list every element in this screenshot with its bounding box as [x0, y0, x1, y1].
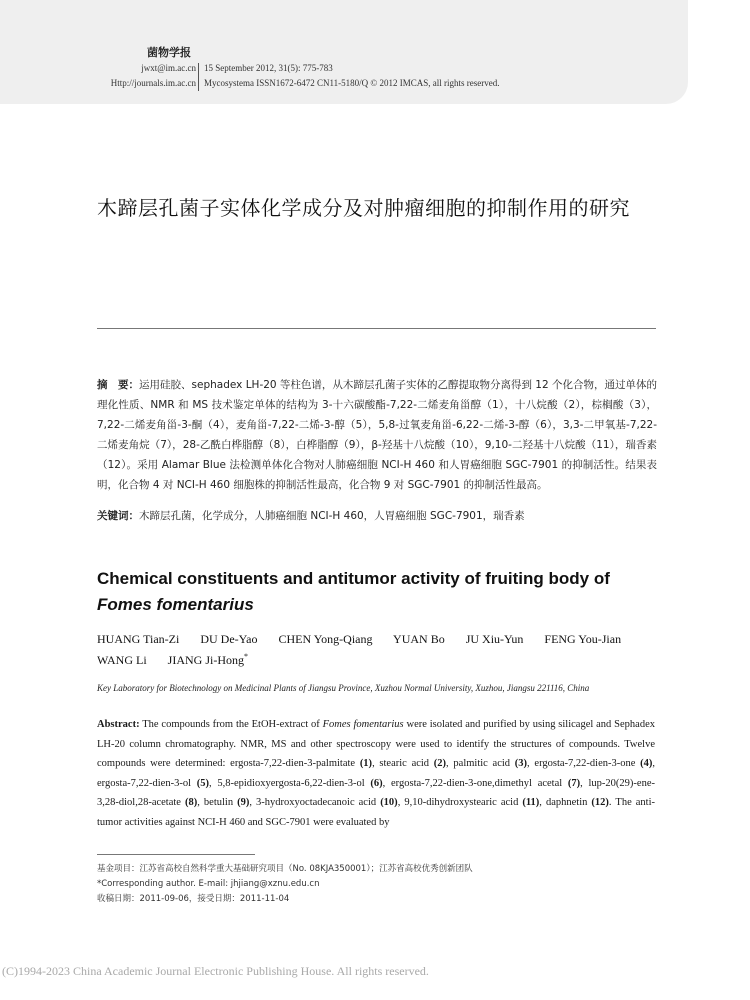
abstract-text: , daphnetin: [539, 797, 592, 809]
author: DU De-Yao: [200, 632, 258, 646]
journal-email[interactable]: jwxt@im.ac.cn: [141, 63, 196, 73]
author: YUAN Bo: [393, 632, 445, 646]
abstract-text: were isolated and purified by using silicagel and Sephadex LH-20 column chromatography. NMR, MS and other spectroscopy were used to identify the structures of compounds. Twelve compounds were determined: ergosta-7,22-dien-3-palmitate: [97, 719, 655, 770]
abstract-text: , ergosta-7,22-dien-3-one: [527, 758, 641, 770]
header-divider: [198, 63, 199, 91]
paper-title-cn: 木蹄层孔菌子实体化学成分及对肿瘤细胞的抑制作用的研究: [97, 196, 630, 220]
funding-note: 基金项目：江苏省高校自然科学重大基础研究项目（No. 08KJA350001）；江苏省高校优秀创新团队: [97, 864, 473, 874]
abstract-text: , ergosta-7,22-dien-3-one,dimethyl acetal: [382, 777, 568, 789]
corresponding-author-mark: *: [244, 652, 249, 661]
compound-number: (7): [567, 777, 581, 789]
paper-title-en: [97, 566, 667, 618]
issn-line: Mycosystema ISSN1672-6472 CN11-5180/Q © 2012 IMCAS, all rights reserved.: [204, 78, 500, 88]
compound-number: (3): [514, 758, 528, 770]
footnote-rule: [97, 854, 255, 855]
abstract-text: , palmitic acid: [446, 758, 515, 770]
title-en-main: Chemical constituents and antitumor activity of fruiting body of: [97, 569, 610, 588]
compound-number: (12): [591, 797, 609, 809]
abstract-text: . The anti-tumor activities against NCI-H 460 and SGC-7901 were evaluated by: [97, 797, 656, 828]
compound-number: (1): [359, 758, 373, 770]
affiliation: Key Laboratory for Biotechnology on Medicinal Plants of Jiangsu Province, Xuzhou Normal University, Xuzhou, Jiangsu 221116, China: [97, 683, 590, 693]
abstract-text: The compounds from the EtOH-extract of: [139, 719, 323, 730]
keywords-cn: [97, 507, 657, 525]
abstract-text: , lup-20(29)-ene-3,28-diol,28-acetate: [97, 777, 655, 809]
author: JU Xiu-Yun: [465, 632, 524, 646]
compound-number: (6): [370, 777, 383, 789]
title-en-species: Fomes fomentarius: [97, 595, 254, 614]
journal-url[interactable]: Http://journals.im.ac.cn: [110, 78, 196, 88]
journal-contact: [111, 61, 196, 91]
author: CHEN Yong-Qiang: [278, 632, 373, 646]
abstract-cn: [97, 375, 657, 495]
abstract-text: , 3-hydroxyoctadecanoic acid: [249, 797, 381, 809]
compound-number: (8): [185, 797, 198, 809]
abstract-text: , betulin: [197, 797, 238, 809]
copyright-notice: (C)1994-2023 China Academic Journal Electronic Publishing House. All rights reserved.: [2, 964, 429, 978]
compound-number: (5): [196, 777, 209, 789]
abstract-text: , stearic acid: [372, 758, 434, 770]
journal-name: 菌物学报: [147, 46, 191, 59]
title-rule: [97, 328, 656, 329]
abstract-en: [97, 715, 655, 833]
abstract-en-label: Abstract:: [97, 719, 140, 730]
compound-number: (10): [380, 797, 398, 809]
compound-number: (9): [237, 797, 250, 809]
issue-line: 15 September 2012, 31(5): 775-783: [204, 63, 333, 73]
footnotes: [97, 862, 657, 907]
author: HUANG Tian-Zi: [97, 632, 180, 646]
author-list: [97, 630, 667, 669]
compound-number: (4): [640, 758, 653, 770]
compound-number: (2): [433, 758, 447, 770]
author: WANG Li: [97, 653, 147, 667]
abstract-cn-text: 运用硅胶、sephadex LH-20 等柱色谱，从木蹄层孔菌子实体的乙醇提取物分离得到 12 个化合物，通过单体的理化性质、NMR 和 MS 技术鉴定单体的结构为 3-十六碳酸酯-7,22-二烯麦角甾醇（1），十八烷酸（2），棕榈酸（3），7,22-二烯麦角甾-3-酮（4），麦角甾-7,22-二烯-3-醇（5），5,8-过氧麦角甾-6,22-二烯-3-醇（6），3,3-二甲氧基-7,22-二烯麦角烷（7），28-乙酰白桦脂醇（8），白桦脂醇（9），β-羟基十八烷酸（10），9,10-二羟基十八烷酸（11），瑞香素（12）。采用 Alamar Blue 法检测单体化合物对人肺癌细胞 NCI-H 460 和人胃癌细胞 SGC-7901 的抑制活性。结果表明，化合物 4 对 NCI-H 460 细胞株的抑制活性最高，化合物 9 对 SGC-7901 的抑制活性最高。: [97, 379, 658, 491]
abstract-text: , ergosta-7,22-dien-3-ol: [97, 758, 656, 789]
abstract-cn-label: 摘 要：: [97, 379, 140, 391]
species-name: Fomes fomentarius: [322, 719, 404, 730]
dates-note: 收稿日期：2011-09-06，接受日期：2011-11-04: [97, 894, 290, 904]
author: JIANG Ji-Hong: [167, 653, 245, 667]
author: FENG You-Jian: [544, 632, 622, 646]
corresponding-note: *Corresponding author. E-mail: jhjiang@xznu.edu.cn: [97, 879, 320, 889]
compound-number: (11): [522, 797, 540, 809]
abstract-text: , 5,8-epidioxyergosta-6,22-dien-3-ol: [208, 777, 371, 789]
keywords-cn-text: 木蹄层孔菌，化学成分，人肺癌细胞 NCI-H 460，人胃癌细胞 SGC-7901，瑞香素: [139, 510, 525, 522]
journal-issue-info: [204, 61, 499, 91]
keywords-cn-label: 关键词：: [97, 510, 139, 522]
abstract-text: , 9,10-dihydroxystearic acid: [397, 797, 523, 809]
